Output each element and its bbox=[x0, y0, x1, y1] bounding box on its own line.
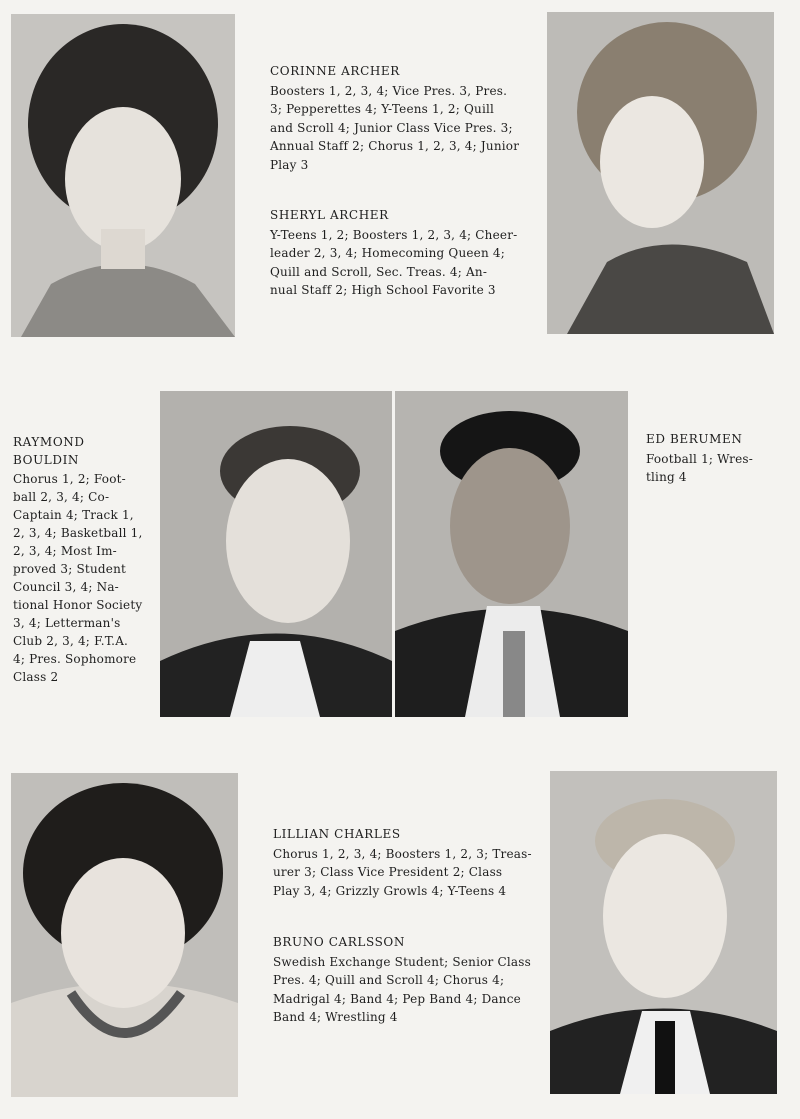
student-name-first: RAYMOND bbox=[13, 435, 85, 449]
bio-line: 3, 4; Letterman's bbox=[13, 616, 121, 630]
bio-line: 2, 3, 4; Most Im- bbox=[13, 544, 117, 558]
bio-line: Club 2, 3, 4; F.T.A. bbox=[13, 634, 129, 648]
bio-line: ball 2, 3, 4; Co- bbox=[13, 490, 110, 504]
bio-line: and Scroll 4; Junior Class Vice Pres. 3; bbox=[270, 120, 513, 135]
portrait-bruno-carlsson bbox=[550, 771, 777, 1094]
bio-line: Council 3, 4; Na- bbox=[13, 580, 119, 594]
bio-line: Annual Staff 2; Chorus 1, 2, 3, 4; Junior bbox=[270, 139, 520, 153]
entry-sheryl-archer bbox=[270, 206, 535, 300]
portrait-sheryl-archer bbox=[547, 12, 774, 334]
entry-lillian-charles bbox=[273, 825, 543, 900]
entry-raymond-bouldin bbox=[13, 433, 158, 686]
bio-line: leader 2, 3, 4; Homecoming Queen 4; bbox=[270, 246, 505, 260]
bio-line: 3; Pepperettes 4; Y-Teens 1, 2; Quill bbox=[270, 102, 495, 116]
student-name: LILLIAN CHARLES bbox=[273, 827, 401, 841]
bio-line: Madrigal 4; Band 4; Pep Band 4; Dance bbox=[273, 991, 521, 1006]
bio-line: Y-Teens 1, 2; Boosters 1, 2, 3, 4; Cheer- bbox=[270, 227, 518, 242]
student-name: CORINNE ARCHER bbox=[270, 64, 400, 78]
bio-line: tional Honor Society bbox=[13, 598, 143, 612]
portrait-lillian-charles bbox=[11, 773, 238, 1097]
bio-line: proved 3; Student bbox=[13, 562, 127, 576]
bio-line: urer 3; Class Vice President 2; Class bbox=[273, 865, 503, 879]
bio-line: Quill and Scroll, Sec. Treas. 4; An- bbox=[270, 264, 488, 279]
bio-line: Swedish Exchange Student; Senior Class bbox=[273, 954, 531, 969]
bio-line: Chorus 1, 2; Foot- bbox=[13, 472, 126, 486]
student-name-last: BOULDIN bbox=[13, 453, 80, 467]
portrait-ed-berumen bbox=[395, 391, 628, 717]
portrait-corinne-archer bbox=[11, 14, 235, 337]
bio-line: Play 3, 4; Grizzly Growls 4; Y-Teens 4 bbox=[273, 883, 507, 898]
bio-line: Band 4; Wrestling 4 bbox=[273, 1010, 398, 1024]
student-name: ED BERUMEN bbox=[646, 432, 743, 446]
bio-line: Chorus 1, 2, 3, 4; Boosters 1, 2, 3; Treas- bbox=[273, 846, 532, 861]
entry-bruno-carlsson bbox=[273, 933, 543, 1027]
bio-line: nual Staff 2; High School Favorite 3 bbox=[270, 283, 496, 297]
bio-line: Pres. 4; Quill and Scroll 4; Chorus 4; bbox=[273, 973, 505, 987]
bio-line: Play 3 bbox=[270, 157, 309, 172]
student-name: SHERYL ARCHER bbox=[270, 208, 389, 222]
entry-corinne-archer bbox=[270, 62, 535, 174]
bio-line: Football 1; Wres- bbox=[646, 451, 754, 466]
bio-line: 4; Pres. Sophomore bbox=[13, 652, 137, 666]
student-name: BRUNO CARLSSON bbox=[273, 935, 405, 949]
bio-line: Captain 4; Track 1, bbox=[13, 508, 134, 522]
entry-ed-berumen bbox=[646, 430, 786, 487]
bio-line: 2, 3, 4; Basketball 1, bbox=[13, 526, 143, 540]
bio-line: tling 4 bbox=[646, 470, 687, 484]
bio-line: Boosters 1, 2, 3, 4; Vice Pres. 3, Pres. bbox=[270, 83, 508, 98]
bio-line: Class 2 bbox=[13, 670, 59, 684]
portrait-raymond-bouldin bbox=[160, 391, 392, 717]
